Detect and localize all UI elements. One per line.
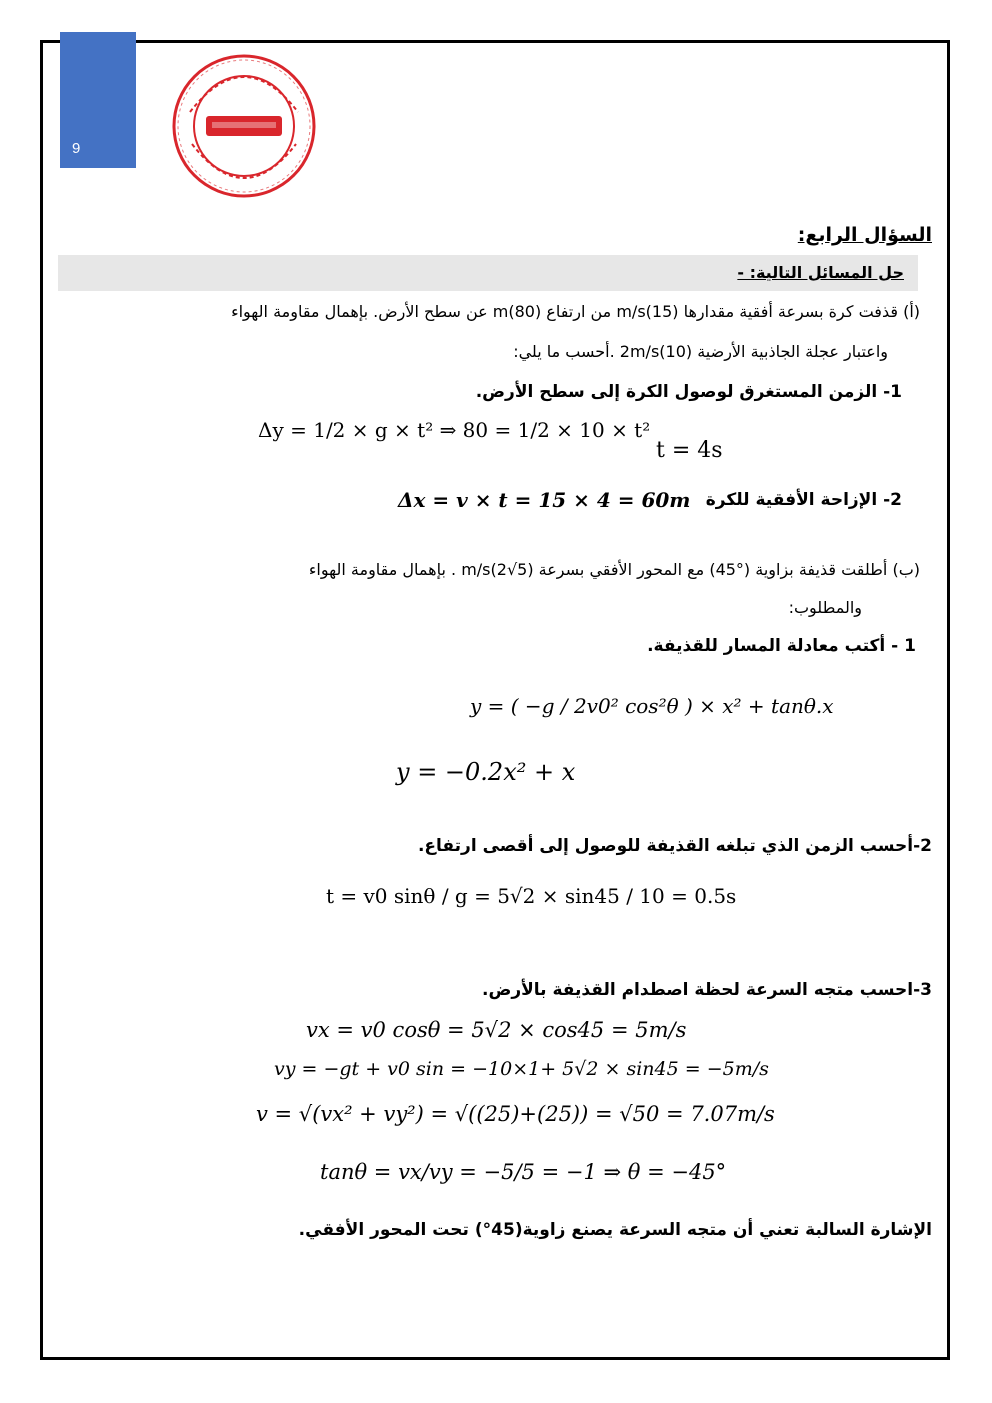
equation-speed: v = √(vx² + vy²) = √((25)+(25)) = √50 = 7.07m/s — [256, 1102, 775, 1126]
equation-angle: tanθ = vx/vy = −5/5 = −1 ⇒ θ = −45° — [320, 1160, 727, 1184]
part-a-line1: (أ) قذفت كرة بسرعة أفقية مقدارها m/s(15) من ارتفاع m(80) عن سطح الأرض. بإهمال مقاومة الهواء — [231, 302, 920, 321]
part-a-line2: واعتبار عجلة الجاذبية الأرضية 2m/s(10) .أحسب ما يلي: — [513, 342, 888, 361]
page-number: 9 — [72, 140, 81, 157]
part-b-question-2: 2-أحسب الزمن الذي تبلغه القذيفة للوصول إلى أقصى ارتفاع. — [417, 836, 932, 856]
part-b-question-1: 1 - أكتب معادلة المسار للقذيفة. — [647, 636, 916, 656]
part-b-line2: والمطلوب: — [788, 598, 862, 617]
equation-free-fall-text: Δy = 1/2 × g × t² ⇒ 80 = 1/2 × 10 × t² — [258, 418, 651, 442]
part-a-question-1: 1- الزمن المستغرق لوصول الكرة إلى سطح الأرض. — [475, 382, 902, 402]
equation-free-fall — [258, 418, 650, 443]
conclusion-text: الإشارة السالبة تعني أن متجه السرعة يصنع زاوية(45°) تحت المحور الأفقي. — [298, 1220, 932, 1240]
equation-trajectory-result: y = −0.2x² + x — [396, 758, 576, 786]
part-b-line1: (ب) أطلقت قذيفة بزاوية (°45) مع المحور الأفقي بسرعة (5√2)m/s . بإهمال مقاومة الهواء — [308, 560, 920, 579]
equation-vx: vx = v0 cosθ = 5√2 × cos45 = 5m/s — [306, 1018, 687, 1042]
part-a-question-2: 2- الإزاحة الأفقية للكرة — [705, 490, 902, 510]
question-title: السؤال الرابع: — [797, 224, 932, 246]
part-b-question-3: 3-احسب متجه السرعة لحظة اصطدام القذيفة بالأرض. — [482, 980, 932, 1000]
official-seal-stamp — [170, 52, 318, 200]
instruction-text: حل المسائل التالية: - — [737, 263, 904, 282]
equation-max-height-time: t = v0 sinθ / g = 5√2 × sin45 / 10 = 0.5s — [326, 884, 737, 908]
equation-time-result: t = 4s — [656, 438, 723, 463]
equation-trajectory: y = ( −g / 2v0² cos²θ ) × x² + tanθ.x — [470, 694, 834, 718]
equation-horizontal-displacement: Δx = v × t = 15 × 4 = 60m — [398, 488, 691, 512]
equation-vy: vy = −gt + v0 sin = −10×1+ 5√2 × sin45 = −5m/s — [274, 1058, 769, 1080]
